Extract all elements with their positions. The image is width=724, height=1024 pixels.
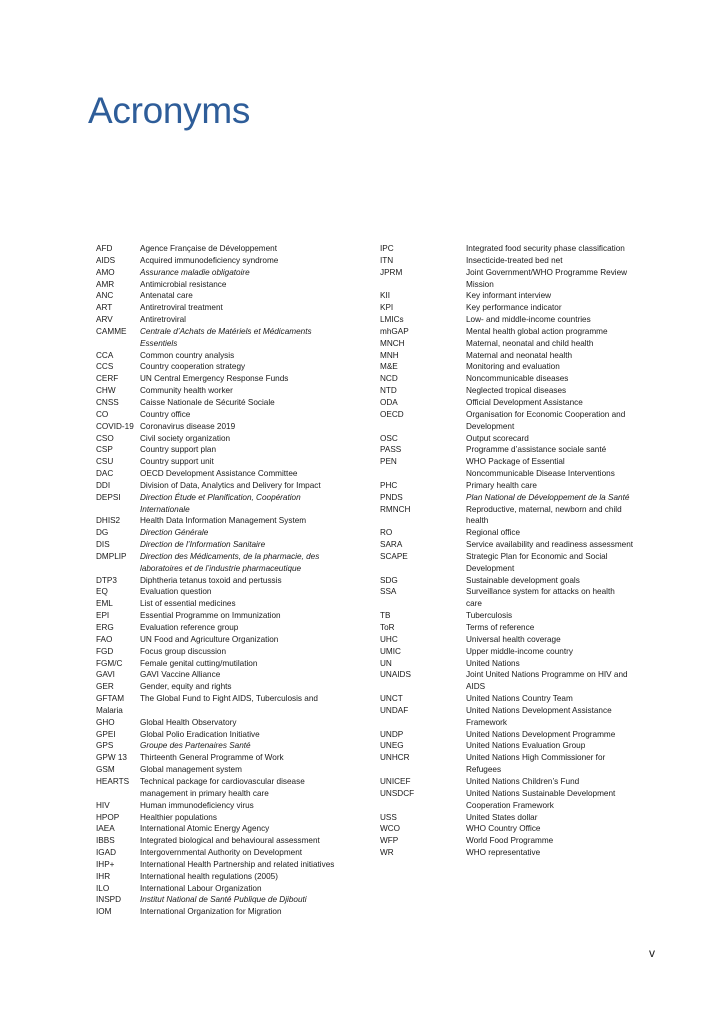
acronym-abbr: ANC [96,291,114,301]
acronym-entry [380,610,660,622]
acronym-entry [380,646,660,658]
acronym-abbr: PASS [380,445,402,455]
acronym-definition: Caisse Nationale de Sécurité Sociale [140,397,275,407]
acronym-abbr: UNDP [380,729,404,739]
acronym-entry [380,456,660,480]
acronym-abbr: CAMME [96,326,127,336]
acronym-entry [96,361,386,373]
acronym-definition: Female genital cutting/mutilation [140,658,258,668]
acronym-abbr: UNEG [380,741,404,751]
acronym-definition: WHO representative [466,848,541,858]
acronym-entry [380,326,660,338]
acronym-entry [96,871,386,883]
acronym-abbr: UMIC [380,646,401,656]
acronym-abbr: UHC [380,634,398,644]
acronym-entry [96,681,386,693]
acronym-abbr: UNICEF [380,776,411,786]
acronym-abbr: PEN [380,457,397,467]
acronym-abbr: HEARTS [96,776,130,786]
acronym-entry [380,267,660,291]
acronym-abbr: FGD [96,646,114,656]
acronym-abbr: GPW 13 [96,753,127,763]
acronym-abbr: UNAIDS [380,670,411,680]
acronym-abbr: UNSDCF [380,788,415,798]
acronym-entry [96,729,386,741]
acronym-entry [96,385,386,397]
acronym-definition: Country office [140,409,191,419]
acronym-definition: Service availability and readiness assessment [466,540,634,550]
acronym-abbr: TB [380,611,391,621]
acronym-abbr: CERF [96,374,119,384]
acronym-definition: WHO Package of Essential Noncommunicable Disease Interventions [466,457,615,479]
acronym-entry [380,492,660,504]
acronym-definition: International health regulations (2005) [140,871,278,881]
acronym-definition: Direction des Médicaments, de la pharmacie, des laboratoires et de l’industrie pharmaceutique [140,551,320,573]
acronym-entry [380,504,660,528]
acronym-definition: Groupe des Partenaires Santé [140,741,251,751]
acronym-entry [96,883,386,895]
acronym-definition: Integrated biological and behavioural assessment [140,836,320,846]
acronym-abbr: DIS [96,540,110,550]
acronym-entry [96,527,386,539]
acronym-entry [96,314,386,326]
acronym-entry [380,527,660,539]
page-number: v [649,946,655,960]
acronym-abbr: SARA [380,540,403,550]
acronym-definition: WHO Country Office [466,824,541,834]
acronym-definition: Universal health coverage [466,634,561,644]
acronym-abbr: UNHCR [380,753,410,763]
acronym-abbr: UNDAF [380,705,409,715]
acronym-definition: Primary health care [466,480,537,490]
acronym-abbr: KPI [380,303,394,313]
acronym-abbr: IOM [96,907,112,917]
acronym-abbr: IBBS [96,836,115,846]
acronym-abbr: CSO [96,433,114,443]
acronym-abbr: DDI [96,480,111,490]
acronym-entry [96,847,386,859]
acronym-abbr: CCA [96,350,114,360]
acronym-definition: Key informant interview [466,291,552,301]
acronym-entry [96,859,386,871]
acronym-definition: United Nations Development Programme [466,729,616,739]
acronym-definition: Thirteenth General Programme of Work [140,753,284,763]
acronym-definition: World Food Programme [466,836,554,846]
acronym-abbr: IHP+ [96,859,115,869]
acronym-definition [140,705,386,717]
acronym-definition: Global Polio Eradication Initiative [140,729,260,739]
acronym-abbr: ODA [380,397,398,407]
acronym-definition: Civil society organization [140,433,231,443]
acronym-entry [96,326,386,350]
acronym-definition: Maternal, neonatal and child health [466,338,594,348]
acronym-entry [96,823,386,835]
acronym-abbr: WCO [380,824,401,834]
acronym-entry [96,894,386,906]
acronym-definition: International Health Partnership and related initiatives [140,859,335,869]
acronym-definition: Acquired immunodeficiency syndrome [140,255,279,265]
acronym-entry [380,729,660,741]
acronym-definition: United Nations Development Assistance Framework [466,705,612,727]
acronym-definition: Gender, equity and rights [140,682,232,692]
acronym-abbr: UN [380,658,392,668]
acronym-definition: Antimicrobial resistance [140,279,227,289]
acronym-abbr: DHIS2 [96,516,121,526]
acronym-abbr: GPEI [96,729,116,739]
acronym-entry [380,243,660,255]
acronym-abbr: DEPSI [96,492,121,502]
acronym-abbr: PNDS [380,492,403,502]
acronym-entry [96,598,386,610]
acronym-abbr: ERG [96,623,114,632]
acronym-abbr: COVID-19 [96,421,134,431]
acronym-definition: Evaluation reference group [140,623,239,632]
acronym-definition: Sustainable development goals [466,575,580,585]
acronym-definition: Human immunodeficiency virus [140,800,254,810]
acronym-entry [96,693,386,705]
acronym-entry [96,705,386,717]
acronym-definition: United Nations Evaluation Group [466,741,586,751]
acronym-definition: Insecticide-treated bed net [466,255,563,265]
acronym-entry [380,302,660,314]
acronym-abbr: EPI [96,611,110,621]
acronym-definition: Noncommunicable diseases [466,374,569,384]
acronym-abbr: HIV [96,800,110,810]
acronym-abbr: Malaria [96,705,123,715]
acronym-definition: International Labour Organization [140,883,262,893]
acronym-entry [380,634,660,646]
acronyms-right-column [380,243,660,859]
acronym-entry [96,740,386,752]
acronym-abbr: AMO [96,267,115,277]
acronym-entry [380,669,660,693]
acronym-entry [380,705,660,729]
acronym-entry [380,835,660,847]
acronym-abbr: ILO [96,883,110,893]
acronym-definition: Division of Data, Analytics and Delivery for Impact [140,480,321,490]
acronym-abbr: CHW [96,386,116,396]
acronym-entry [96,302,386,314]
acronym-definition: Neglected tropical diseases [466,386,567,396]
acronym-definition: United Nations [466,658,520,668]
acronym-abbr: SDG [380,575,398,585]
acronym-entry [96,764,386,776]
acronym-entry [96,243,386,255]
acronym-entry [380,361,660,373]
acronym-definition: Regional office [466,528,521,538]
acronym-abbr: GFTAM [96,694,125,704]
acronym-definition: Surveillance system for attacks on health care [466,587,615,609]
acronym-entry [96,409,386,421]
acronym-abbr: NTD [380,386,397,396]
page-title: Acronyms [88,90,251,131]
acronym-abbr: FAO [96,634,113,644]
acronym-abbr: WFP [380,836,399,846]
acronym-abbr: OSC [380,433,398,443]
acronym-definition: Intergovernmental Authority on Development [140,848,303,858]
acronym-entry [96,290,386,302]
acronym-definition: Health Data Information Management System [140,516,307,526]
acronym-abbr: NCD [380,374,398,384]
acronym-definition: Focus group discussion [140,646,227,656]
acronym-definition: Tuberculosis [466,611,513,621]
acronym-definition: United Nations Children’s Fund [466,776,580,786]
acronym-entry [380,539,660,551]
acronym-entry [380,350,660,362]
acronym-definition: Country cooperation strategy [140,362,246,372]
acronym-abbr: mhGAP [380,326,409,336]
acronym-abbr: IAEA [96,824,115,834]
acronym-abbr: GPS [96,741,114,751]
acronym-entry [96,610,386,622]
acronym-definition: Country support unit [140,457,214,467]
acronym-abbr: UNCT [380,694,403,704]
acronym-entry [96,480,386,492]
acronym-definition: Output scorecard [466,433,529,443]
acronym-abbr: GHO [96,717,115,727]
acronym-entry [96,456,386,468]
acronym-abbr: WR [380,848,394,858]
acronym-definition: Direction Étude et Planification, Coopération Internationale [140,492,301,514]
acronym-definition: The Global Fund to Fight AIDS, Tuberculosis and [140,694,318,704]
acronym-definition: Agence Française de Développement [140,244,277,253]
acronym-definition: United Nations Sustainable Development Cooperation Framework [466,788,616,810]
acronym-entry [380,752,660,776]
acronym-entry [380,373,660,385]
acronym-entry [96,397,386,409]
acronym-abbr: LMICs [380,315,404,325]
acronym-entry [96,812,386,824]
acronym-entry [96,586,386,598]
acronym-entry [380,290,660,302]
acronym-entry [380,622,660,634]
acronym-definition: Global management system [140,765,242,775]
acronym-definition: Direction de l’Information Sanitaire [140,540,266,550]
acronym-entry [96,267,386,279]
acronym-entry [380,776,660,788]
acronym-abbr: IGAD [96,848,117,858]
acronym-abbr: CNSS [96,397,119,407]
acronym-entry [380,397,660,409]
acronym-entry [96,800,386,812]
acronym-definition: United States dollar [466,812,538,822]
acronym-definition: UN Food and Agriculture Organization [140,634,279,644]
acronym-entry [380,658,660,670]
acronym-definition: Key performance indicator [466,303,562,313]
acronym-definition: Plan National de Développement de la Santé [466,492,630,502]
acronym-entry [96,444,386,456]
acronym-entry [96,752,386,764]
acronym-abbr: RMNCH [380,504,411,514]
acronym-entry [96,279,386,291]
acronym-definition: Common country analysis [140,350,235,360]
acronym-entry [96,433,386,445]
acronym-abbr: ARV [96,315,113,325]
acronym-definition: Centrale d’Achats de Matériels et Médicaments Essentiels [140,326,312,348]
acronym-definition: International Atomic Energy Agency [140,824,270,834]
acronym-entry [380,409,660,433]
acronym-definition: Strategic Plan for Economic and Social Development [466,551,608,573]
acronym-definition: GAVI Vaccine Alliance [140,670,221,680]
acronym-definition: Antiretroviral [140,315,186,325]
acronym-abbr: KII [380,291,391,301]
acronym-entry [96,421,386,433]
acronym-definition: Country support plan [140,445,217,455]
acronym-abbr: MNH [380,350,399,360]
acronym-definition: Diphtheria tetanus toxoid and pertussis [140,575,282,585]
acronym-entry [380,586,660,610]
acronym-definition: Institut National de Santé Publique de Djibouti [140,895,307,905]
acronym-definition: Coronavirus disease 2019 [140,421,236,431]
acronyms-left-column [96,243,386,918]
acronym-abbr: HPOP [96,812,120,822]
acronym-entry [96,492,386,516]
acronym-definition: Essential Programme on Immunization [140,611,281,621]
acronym-definition: Mental health global action programme [466,326,608,336]
acronym-definition: Community health worker [140,386,233,396]
acronym-entry [380,480,660,492]
acronym-abbr: CO [96,409,109,419]
acronym-abbr: AMR [96,279,115,289]
acronym-entry [380,433,660,445]
acronym-abbr: IPC [380,244,394,253]
acronym-entry [380,444,660,456]
acronym-entry [96,776,386,800]
acronym-abbr: AIDS [96,255,116,265]
acronym-entry [96,646,386,658]
acronym-definition: Joint Government/WHO Programme Review Mission [466,267,628,289]
acronym-abbr: ToR [380,623,395,632]
acronym-abbr: DAC [96,469,114,479]
acronym-entry [96,575,386,587]
acronym-abbr: GSM [96,765,115,775]
acronym-abbr: AFD [96,244,113,253]
acronym-definition: Terms of reference [466,623,535,632]
acronym-entry [96,255,386,267]
acronym-definition: OECD Development Assistance Committee [140,469,298,479]
acronym-definition: Reproductive, maternal, newborn and child health [466,504,622,526]
acronym-definition: Antiretroviral treatment [140,303,223,313]
acronym-abbr: M&E [380,362,398,372]
acronym-entry [380,847,660,859]
acronym-abbr: INSPD [96,895,122,905]
acronym-abbr: CSU [96,457,114,467]
acronym-entry [96,539,386,551]
acronym-definition: Monitoring and evaluation [466,362,560,372]
acronym-abbr: SSA [380,587,397,597]
acronym-definition: United Nations High Commissioner for Refugees [466,753,606,775]
acronym-definition: Antenatal care [140,291,193,301]
acronym-entry [380,385,660,397]
acronym-entry [96,835,386,847]
acronym-definition: International Organization for Migration [140,907,282,917]
acronym-abbr: CCS [96,362,114,372]
acronym-definition: Healthier populations [140,812,217,822]
acronym-abbr: RO [380,528,393,538]
acronym-entry [380,740,660,752]
acronym-abbr: USS [380,812,397,822]
acronym-entry [96,658,386,670]
acronym-definition: Official Development Assistance [466,397,583,407]
acronym-abbr: GER [96,682,114,692]
acronym-abbr: CSP [96,445,113,455]
acronym-entry [96,906,386,918]
acronym-abbr: DMPLIP [96,551,127,561]
acronym-definition: Direction Générale [140,528,209,538]
acronym-entry [380,551,660,575]
acronym-entry [380,338,660,350]
acronym-abbr: DTP3 [96,575,117,585]
acronym-abbr: ART [96,303,113,313]
acronym-definition: Global Health Observatory [140,717,237,727]
acronym-abbr: FGM/C [96,658,123,668]
acronym-definition: Upper middle-income country [466,646,573,656]
acronym-entry [96,669,386,681]
acronym-definition: Organisation for Economic Cooperation and Development [466,409,626,431]
acronym-abbr: MNCH [380,338,405,348]
acronym-definition: UN Central Emergency Response Funds [140,374,289,384]
acronym-abbr: PHC [380,480,398,490]
acronym-definition: Maternal and neonatal health [466,350,573,360]
acronym-entry [96,373,386,385]
acronym-definition: Technical package for cardiovascular disease management in primary health care [140,776,305,798]
acronym-definition: Programme d’assistance sociale santé [466,445,607,455]
acronym-abbr: SCAPE [380,551,408,561]
acronym-entry [96,634,386,646]
acronym-abbr: JPRM [380,267,403,277]
acronym-entry [96,515,386,527]
acronym-abbr: ITN [380,255,394,265]
acronym-abbr: EML [96,599,113,609]
acronym-abbr: OECD [380,409,404,419]
acronym-abbr: DG [96,528,109,538]
acronym-definition: List of essential medicines [140,599,236,609]
acronym-definition: Evaluation question [140,587,212,597]
acronym-entry [380,693,660,705]
acronym-entry [380,823,660,835]
acronym-definition: Low- and middle-income countries [466,315,591,325]
acronym-entry [380,812,660,824]
acronym-entry [380,314,660,326]
acronym-definition: Assurance maladie obligatoire [140,267,250,277]
acronym-abbr: EQ [96,587,108,597]
acronym-abbr: GAVI [96,670,115,680]
acronym-definition: United Nations Country Team [466,694,573,704]
acronym-definition: Joint United Nations Programme on HIV and AIDS [466,670,628,692]
acronym-entry [96,622,386,634]
acronym-entry [96,551,386,575]
acronym-definition: Integrated food security phase classification [466,244,625,253]
acronym-entry [96,350,386,362]
acronym-abbr: IHR [96,871,111,881]
acronym-entry [380,255,660,267]
acronym-entry [96,468,386,480]
acronym-entry [96,717,386,729]
acronym-entry [380,575,660,587]
acronym-entry [380,788,660,812]
